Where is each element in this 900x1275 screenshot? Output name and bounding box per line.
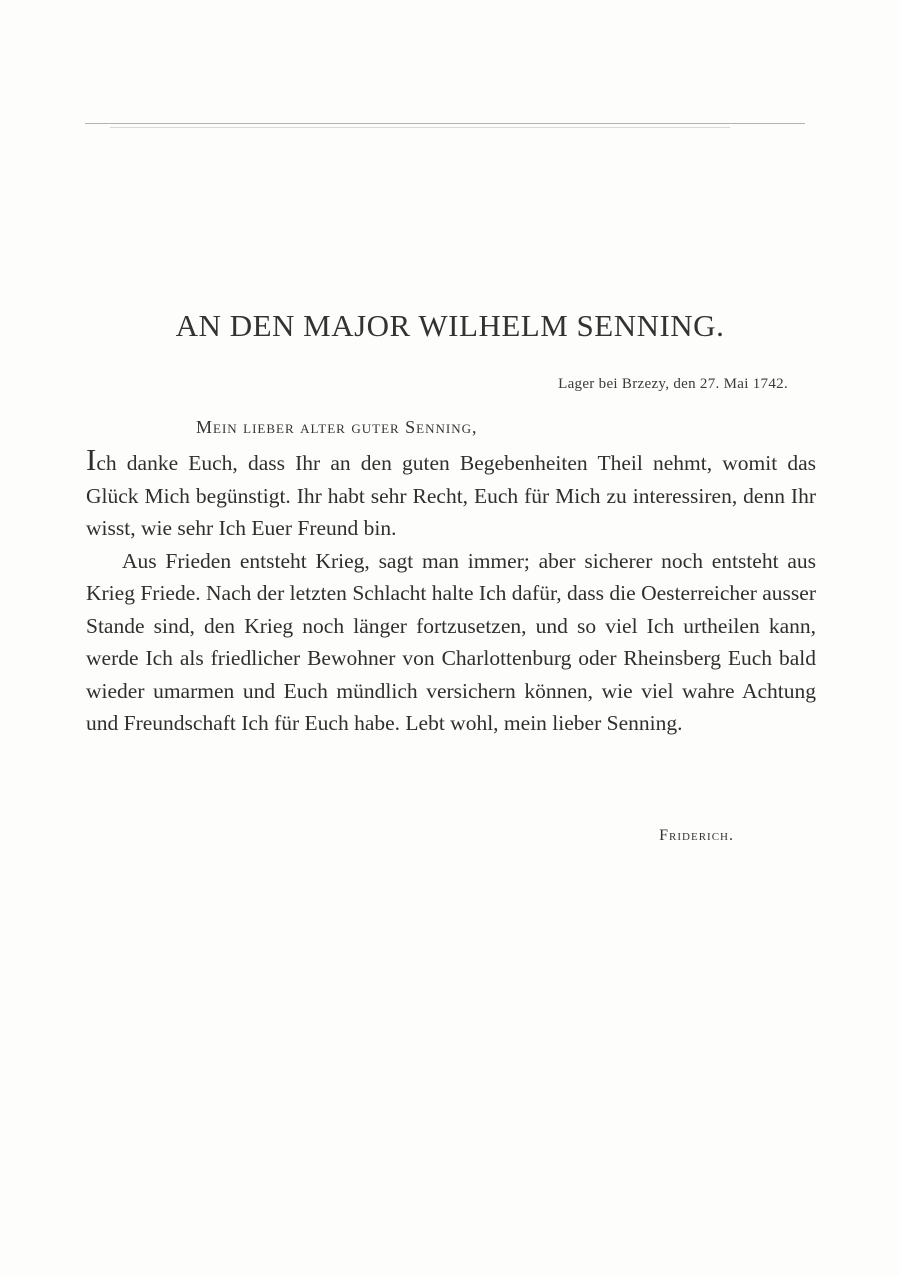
top-rule-faint (110, 127, 730, 128)
signature: Friderich. (659, 827, 734, 844)
letter-title: AN DEN MAJOR WILHELM SENNING. (175, 308, 725, 343)
letter-body (86, 442, 816, 740)
initial-letter: I (86, 442, 97, 477)
paragraph-2: Aus Frieden entsteht Krieg, sagt man immer; aber sicherer noch entsteht aus Krieg Friede. Nach der letzten Schlacht halte Ich dafür, dass die Oesterreicher ausser Stande sind, den Krieg noch länger fortzusetzen, und so viel Ich urtheilen kann, werde Ich als friedlicher Bewohner von Charlottenburg oder Rheinsberg Euch bald wieder umarmen und Euch mündlich versichern können, wie viel wahre Achtung und Freundschaft Ich für Euch habe. Lebt wohl, mein lieber Senning. (86, 548, 816, 735)
salutation: Mein lieber alter guter Senning, (196, 417, 478, 437)
paragraph-1-text: ch danke Euch, dass Ihr an den guten Begebenheiten Theil nehmt, womit das Glück Mich begünstigt. Ihr habt sehr Recht, Euch für Mich zu interessiren, denn Ihr wisst, wie sehr Ich Euer Freund bin. (86, 451, 816, 540)
dateline: Lager bei Brzezy, den 27. Mai 1742. (558, 376, 788, 392)
paragraph-1 (86, 442, 816, 545)
top-rule (85, 123, 805, 124)
